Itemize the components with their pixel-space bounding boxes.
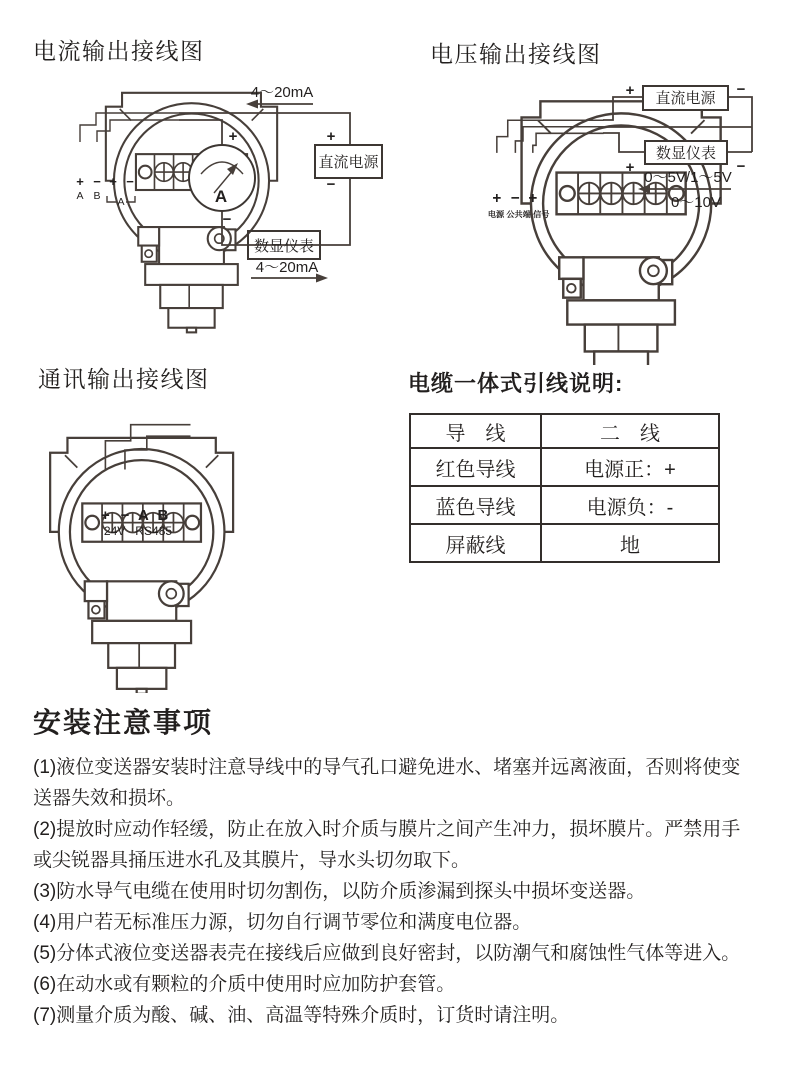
table-header-wire: 导 线 xyxy=(410,414,541,448)
display-meter-label: 数显仪表 xyxy=(253,238,315,255)
current-range-bottom-label: 4～20mA xyxy=(255,259,319,276)
voltage-range-label-1: 0～5V/1～5V xyxy=(644,169,732,186)
terminal-label: + xyxy=(109,174,117,189)
table-cell: 红色导线 xyxy=(410,448,541,486)
table-cell: 蓝色导线 xyxy=(410,486,541,524)
install-note-item: (3)防水导气电缆在使用时切勿割伤，以防介质渗漏到探头中损坏变送器。 xyxy=(33,881,646,902)
cable-lead-table xyxy=(409,413,720,563)
dc-plus-sign: + xyxy=(326,128,336,145)
install-notes-title: 安装注意事项 xyxy=(33,707,214,738)
table-cell: 电源负：- xyxy=(541,486,719,524)
display-meter-label: 数显仪表 xyxy=(655,145,717,162)
table-cell: 电源正：+ xyxy=(541,448,719,486)
cable-lead-table-title: 电缆一体式引线说明: xyxy=(408,371,624,396)
ammeter-letter: A xyxy=(214,187,228,206)
terminal-label: + xyxy=(76,174,84,189)
wire-dc-minus xyxy=(728,97,752,152)
terminal-caption: 电源 公共端 信号 xyxy=(487,210,550,220)
meter-plus-sign: + xyxy=(625,159,635,176)
comm-output-wiring-diagram xyxy=(25,393,240,693)
install-note-item: (5)分体式液位变送器表壳在接线后应做到良好密封，以防潮气和腐蚀性气体等进入。 xyxy=(33,943,741,964)
current-range-top-label: 4～20mA xyxy=(250,84,314,101)
voltage-output-diagram-title: 电压输出接线图 xyxy=(430,41,602,67)
table-cell: 屏蔽线 xyxy=(410,524,541,562)
terminal-label: + xyxy=(528,190,538,208)
rs485-label: RS485 xyxy=(135,524,173,539)
meter-minus-sign: − xyxy=(736,158,746,175)
dc-minus-sign: − xyxy=(736,81,746,98)
install-note-item: (4)用户若无标准压力源，切勿自行调节零位和满度电位器。 xyxy=(33,912,532,933)
table-row xyxy=(410,448,719,486)
dc-minus-sign: − xyxy=(326,176,336,193)
terminal-label: − xyxy=(126,174,134,189)
current-output-wiring-diagram xyxy=(15,75,390,347)
terminal-label: − xyxy=(93,174,101,189)
voltage-output-wiring-diagram xyxy=(410,75,790,365)
transmitter-device xyxy=(50,425,233,693)
loop-ammeter-label: A xyxy=(117,196,125,208)
transmitter-device xyxy=(76,93,277,333)
install-note-item: (2)提放时应动作轻缓，防止在放入时介质与膜片之间产生冲力，损坏膜片。严禁用手或尖锐器具捅压进水孔及其膜片，导水头切勿取下。 xyxy=(33,819,741,871)
dc-power-label: 直流电源 xyxy=(318,154,379,171)
terminal-label-a: A xyxy=(76,190,84,202)
ammeter-minus-sign: − xyxy=(222,211,232,228)
install-note-item: (1)液位变送器安装时注意导线中的导气孔口避免进水、堵塞并远离液面，否则将使变送器失效和损坏。 xyxy=(33,757,741,809)
comm-output-diagram-title: 通讯输出接线图 xyxy=(38,366,210,392)
supply-voltage-label: 24V xyxy=(103,524,126,539)
table-row xyxy=(410,524,719,562)
terminal-label: − xyxy=(510,190,520,208)
terminal-label: A xyxy=(137,507,149,525)
ammeter-plus-sign: + xyxy=(228,128,238,145)
install-note-item: (6)在动水或有颗粒的介质中使用时应加防护套管。 xyxy=(33,974,456,995)
install-notes xyxy=(33,752,755,1031)
table-header-two-wire: 二 线 xyxy=(541,414,719,448)
current-output-diagram-title: 电流输出接线图 xyxy=(33,38,205,64)
terminal-label: + xyxy=(101,507,110,525)
table-cell: 地 xyxy=(541,524,719,562)
voltage-range-label-2: 0～10V xyxy=(670,194,722,211)
terminal-label-b: B xyxy=(93,190,101,202)
terminal-label: B xyxy=(157,507,169,525)
table-row xyxy=(410,486,719,524)
install-note-item: (7)测量介质为酸、碱、油、高温等特殊介质时，订货时请注明。 xyxy=(33,1005,570,1026)
terminal-label: − xyxy=(120,507,130,525)
dc-power-label: 直流电源 xyxy=(655,90,716,107)
terminal-label: + xyxy=(492,190,502,208)
dc-plus-sign: + xyxy=(625,82,635,99)
